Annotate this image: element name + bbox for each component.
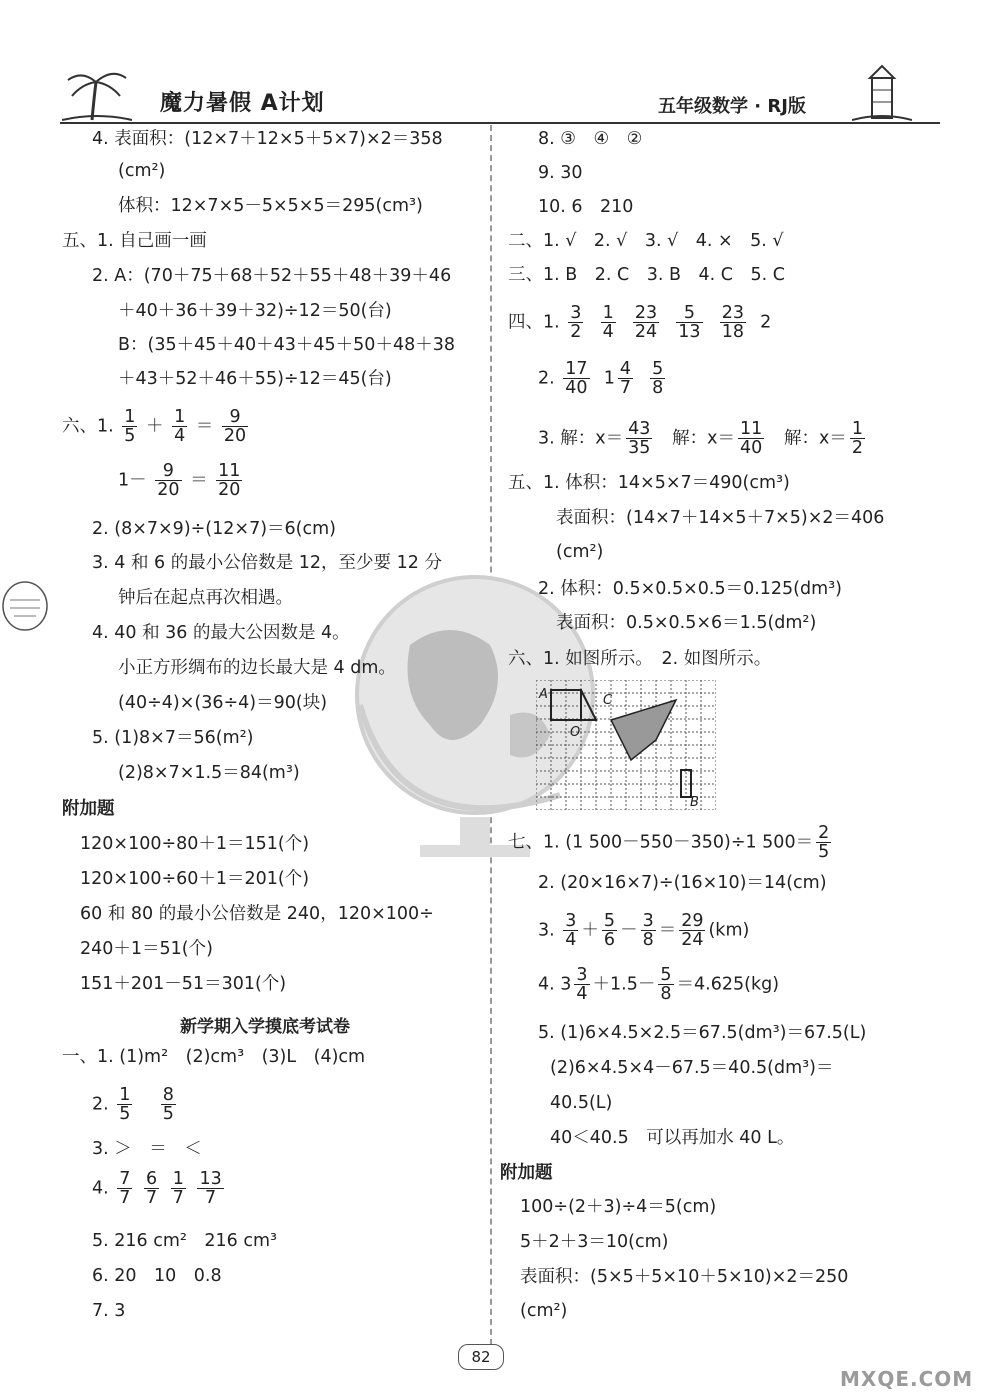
denominator: 2 bbox=[570, 322, 582, 342]
right-r7-2: 2. (20×16×7)÷(16×10)＝14(cm) bbox=[538, 873, 827, 893]
left-s6-2: 2. (8×7×9)÷(12×7)＝6(cm) bbox=[92, 519, 336, 539]
left-extra-4: 240＋1＝51(个) bbox=[80, 939, 213, 959]
right-r7-3 bbox=[538, 912, 749, 949]
fraction bbox=[816, 824, 831, 861]
grid-label-b: B bbox=[690, 795, 699, 810]
right-r7-4 bbox=[538, 966, 779, 1003]
right-r7-5d: 40＜40.5 可以再加水 40 L。 bbox=[550, 1128, 795, 1148]
right-r4-3 bbox=[538, 420, 868, 457]
left-e1-2 bbox=[92, 1086, 179, 1123]
fraction bbox=[172, 408, 187, 445]
header-rule bbox=[60, 122, 940, 124]
numerator: 1 bbox=[602, 303, 614, 323]
grid-label-o: O bbox=[570, 725, 581, 740]
left-s5-2a: 2. A：(70＋75＋68＋52＋55＋48＋39＋46 bbox=[92, 266, 452, 286]
left-s6-3a: 3. 4 和 6 的最小公倍数是 12，至少要 12 分 bbox=[92, 553, 442, 573]
denominator: 5 bbox=[124, 426, 136, 446]
numerator: 3 bbox=[570, 303, 582, 323]
right-ex2: 5＋2＋3＝10(cm) bbox=[520, 1232, 669, 1252]
right-r5-2: 2. 体积：0.5×0.5×0.5＝0.125(dm³) bbox=[538, 579, 843, 599]
denominator: 20 bbox=[157, 480, 180, 500]
left-s6-5b: (2)8×7×1.5＝84(m³) bbox=[118, 763, 300, 783]
denominator: 4 bbox=[565, 930, 577, 950]
numerator: 1 bbox=[851, 419, 863, 439]
fraction bbox=[633, 304, 659, 341]
text: 1－ bbox=[118, 470, 147, 491]
left-s5-2c: B：(35＋45＋40＋43＋45＋50＋48＋38 bbox=[118, 335, 455, 355]
left-s6-4a: 4. 40 和 36 的最大公因数是 4。 bbox=[92, 623, 350, 643]
fraction bbox=[738, 420, 764, 457]
denominator: 5 bbox=[162, 1104, 174, 1124]
label: 四、1. bbox=[508, 312, 560, 333]
whole-number: 1 bbox=[603, 368, 615, 389]
fraction bbox=[602, 912, 617, 949]
right-r7-5c: 40.5(L) bbox=[550, 1093, 613, 1113]
lighthouse-icon bbox=[852, 64, 912, 122]
right-r2: 二、1. √ 2. √ 3. √ 4. × 5. √ bbox=[508, 231, 784, 251]
fraction bbox=[563, 912, 578, 949]
left-e1-4 bbox=[92, 1170, 227, 1207]
numerator: 7 bbox=[119, 1169, 131, 1189]
numerator: 9 bbox=[155, 462, 181, 481]
denominator: 2 bbox=[851, 438, 863, 458]
denominator: 4 bbox=[174, 426, 186, 446]
label: 2. bbox=[92, 1094, 109, 1115]
right-extra-title: 附加题 bbox=[500, 1163, 553, 1183]
left-extra-1: 120×100÷80＋1＝151(个) bbox=[80, 834, 310, 854]
left-s5-2b: ＋40＋36＋39＋32)÷12＝50(台) bbox=[118, 301, 392, 321]
numerator: 9 bbox=[222, 408, 248, 427]
left-e1-5: 5. 216 cm² 216 cm³ bbox=[92, 1231, 278, 1251]
fraction bbox=[161, 1086, 176, 1123]
numerator: 23 bbox=[634, 303, 658, 323]
numerator: 5 bbox=[676, 304, 702, 323]
numerator: 3 bbox=[576, 965, 588, 985]
denominator: 8 bbox=[660, 984, 672, 1004]
denominator: 7 bbox=[119, 1188, 131, 1208]
denominator: 5 bbox=[818, 842, 830, 862]
fraction bbox=[171, 1170, 186, 1207]
right-r4-2 bbox=[538, 360, 668, 397]
operator: ＋ bbox=[146, 416, 164, 437]
denominator: 7 bbox=[205, 1188, 217, 1208]
left-s6-1 bbox=[62, 408, 251, 445]
denominator: 20 bbox=[223, 426, 247, 446]
fraction bbox=[117, 1086, 132, 1123]
fraction bbox=[676, 304, 702, 341]
fraction bbox=[641, 912, 656, 949]
palm-tree-icon bbox=[62, 68, 132, 122]
operator: ＝ bbox=[658, 920, 677, 941]
stamp-icon bbox=[0, 578, 50, 634]
right-r5-1c: (cm²) bbox=[556, 542, 604, 562]
left-e1-3: 3. ＞ ＝ ＜ bbox=[92, 1139, 202, 1159]
fraction bbox=[155, 462, 181, 499]
header-title: 魔力暑假 A计划 bbox=[160, 91, 325, 116]
left-q4-unit: (cm²) bbox=[118, 161, 166, 181]
left-e1-6: 6. 20 10 0.8 bbox=[92, 1266, 222, 1286]
exam-title: 新学期入学摸底考试卷 bbox=[180, 1017, 350, 1037]
denominator: 18 bbox=[721, 322, 744, 342]
fraction bbox=[618, 360, 633, 397]
denominator: 35 bbox=[628, 438, 651, 458]
numerator: 11 bbox=[739, 419, 763, 439]
denominator: 4 bbox=[576, 984, 588, 1004]
text: 3. 解：x＝ bbox=[538, 428, 624, 449]
right-r8: 8. ③ ④ ② bbox=[538, 129, 643, 149]
right-r7-1 bbox=[508, 824, 834, 861]
page-number: 82 bbox=[458, 1344, 504, 1370]
fraction bbox=[679, 912, 705, 949]
fraction bbox=[658, 966, 673, 1003]
left-q4-surface: 4. 表面积：(12×7＋12×5＋5×7)×2＝358 bbox=[92, 129, 443, 149]
denominator: 7 bbox=[619, 378, 631, 398]
fraction bbox=[650, 360, 665, 397]
fraction bbox=[117, 1170, 132, 1207]
numerator: 4 bbox=[619, 359, 631, 379]
numerator: 1 bbox=[174, 407, 186, 427]
right-r5-1: 五、1. 体积：14×5×7＝490(cm³) bbox=[508, 473, 790, 493]
right-ex3: 表面积：(5×5＋5×10＋5×10)×2＝250 bbox=[520, 1267, 849, 1287]
denominator: 24 bbox=[634, 322, 658, 342]
denominator: 8 bbox=[652, 378, 664, 398]
denominator: 4 bbox=[602, 322, 614, 342]
denominator: 24 bbox=[681, 930, 704, 950]
denominator: 8 bbox=[642, 930, 654, 950]
right-r7-5b: (2)6×4.5×4－67.5＝40.5(dm³)＝ bbox=[550, 1058, 834, 1078]
left-extra-5: 151＋201－51＝301(个) bbox=[80, 974, 287, 994]
fraction bbox=[720, 304, 746, 341]
fraction bbox=[574, 966, 589, 1003]
fraction bbox=[601, 304, 616, 341]
right-r9: 9. 30 bbox=[538, 163, 583, 183]
numerator: 23 bbox=[721, 303, 744, 323]
operator: ＝ bbox=[190, 470, 208, 491]
left-extra-title: 附加题 bbox=[62, 799, 115, 819]
numerator: 29 bbox=[681, 911, 704, 931]
watermark: MXQE.COM bbox=[840, 1367, 974, 1391]
denominator: 20 bbox=[218, 480, 241, 500]
denominator: 5 bbox=[119, 1104, 131, 1124]
operator: － bbox=[620, 920, 638, 941]
left-q4-volume: 体积：12×7×5－5×5×5＝295(cm³) bbox=[118, 196, 423, 216]
text: 解：x＝ bbox=[783, 428, 847, 449]
numerator: 43 bbox=[628, 419, 651, 439]
denominator: 7 bbox=[146, 1188, 158, 1208]
fraction bbox=[568, 304, 583, 341]
left-extra-2: 120×100÷60＋1＝201(个) bbox=[80, 869, 310, 889]
value: 2 bbox=[760, 312, 772, 333]
text: 4. 3 bbox=[538, 974, 572, 995]
left-extra-3: 60 和 80 的最小公倍数是 240，120×100÷ bbox=[80, 904, 434, 924]
denominator: 13 bbox=[678, 322, 701, 342]
fraction bbox=[626, 420, 652, 457]
operator: ＝ bbox=[195, 416, 214, 437]
denominator: 40 bbox=[565, 378, 588, 398]
header-subject: 五年级数学 · RJ版 bbox=[658, 96, 806, 117]
label: 六、1. bbox=[62, 416, 114, 437]
numerator: 17 bbox=[565, 359, 588, 379]
grid-figure bbox=[536, 680, 716, 810]
right-ex4: (cm²) bbox=[520, 1301, 568, 1321]
left-s5-1: 五、1. 自己画一画 bbox=[62, 231, 207, 251]
grid-label-c: C bbox=[603, 693, 613, 708]
left-e1-7: 7. 3 bbox=[92, 1301, 126, 1321]
fraction bbox=[563, 360, 589, 397]
text: ＝4.625(kg) bbox=[676, 974, 780, 995]
fraction bbox=[850, 420, 865, 457]
numerator: 8 bbox=[162, 1085, 174, 1105]
right-ex1: 100÷(2＋3)÷4＝5(cm) bbox=[520, 1197, 717, 1217]
left-e1-1: 一、1. (1)m² (2)cm³ (3)L (4)cm bbox=[62, 1047, 366, 1067]
right-r5-2b: 表面积：0.5×0.5×6＝1.5(dm²) bbox=[556, 613, 817, 633]
fraction bbox=[144, 1170, 159, 1207]
left-s6-1b bbox=[118, 462, 245, 499]
text: 解：x＝ bbox=[672, 428, 735, 449]
numerator: 1 bbox=[172, 1169, 184, 1189]
label: 4. bbox=[92, 1178, 109, 1199]
numerator: 3 bbox=[565, 911, 577, 931]
fraction bbox=[122, 408, 137, 445]
left-s6-4b: 小正方形绸布的边长最大是 4 dm。 bbox=[118, 658, 396, 678]
denominator: 6 bbox=[603, 930, 616, 950]
fraction bbox=[197, 1170, 223, 1207]
operator: ＋ bbox=[581, 920, 599, 941]
numerator: 2 bbox=[818, 823, 830, 843]
right-r6: 六、1. 如图所示。 2. 如图所示。 bbox=[508, 649, 772, 669]
numerator: 11 bbox=[218, 461, 241, 481]
numerator: 1 bbox=[119, 1085, 131, 1105]
right-r4-1 bbox=[508, 304, 771, 341]
numerator: 6 bbox=[146, 1169, 158, 1189]
label: 2. bbox=[538, 368, 555, 389]
fraction bbox=[216, 462, 242, 499]
text: 七、1. (1 500－550－350)÷1 500＝ bbox=[508, 832, 814, 853]
grid-label-a: A bbox=[539, 687, 548, 702]
left-s5-2d: ＋43＋52＋46＋55)÷12＝45(台) bbox=[118, 369, 392, 389]
numerator: 5 bbox=[603, 911, 616, 931]
unit: (km) bbox=[708, 920, 750, 941]
right-r3: 三、1. B 2. C 3. B 4. C 5. C bbox=[508, 265, 785, 285]
numerator: 1 bbox=[124, 407, 136, 427]
numerator: 5 bbox=[660, 965, 672, 985]
left-s6-5a: 5. (1)8×7＝56(m²) bbox=[92, 728, 254, 748]
fraction bbox=[222, 408, 248, 445]
numerator: 13 bbox=[199, 1169, 222, 1189]
left-s6-3b: 钟后在起点再次相遇。 bbox=[118, 588, 293, 608]
left-s6-4c: (40÷4)×(36÷4)＝90(块) bbox=[118, 693, 328, 713]
right-r10: 10. 6 210 bbox=[538, 197, 634, 217]
right-r5-1b: 表面积：(14×7＋14×5＋7×5)×2＝406 bbox=[556, 508, 885, 528]
right-r7-5a: 5. (1)6×4.5×2.5＝67.5(dm³)＝67.5(L) bbox=[538, 1023, 867, 1043]
text: ＋1.5－ bbox=[592, 974, 656, 995]
denominator: 7 bbox=[172, 1188, 184, 1208]
denominator: 40 bbox=[739, 438, 763, 458]
numerator: 3 bbox=[642, 911, 654, 931]
label: 3. bbox=[538, 920, 555, 941]
numerator: 5 bbox=[652, 359, 664, 379]
